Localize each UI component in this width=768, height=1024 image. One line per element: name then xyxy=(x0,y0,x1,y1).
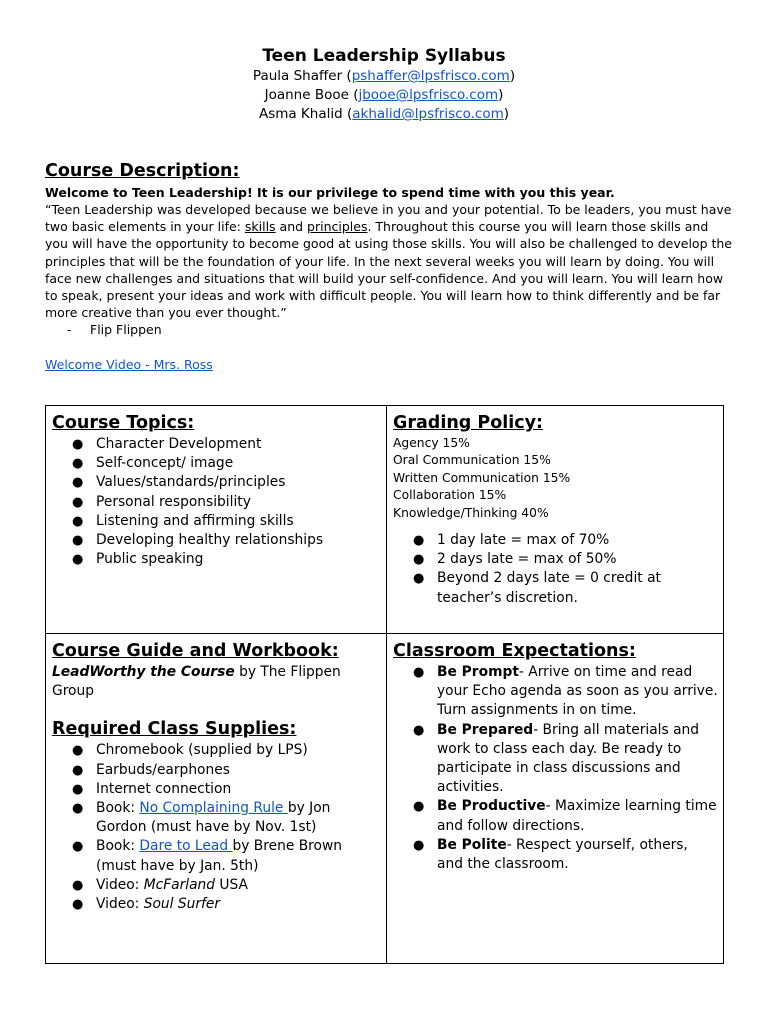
course-topics-list xyxy=(52,435,380,569)
guide-book-title: LeadWorthy the Course xyxy=(52,664,235,680)
list-item: ● Personal responsibility xyxy=(96,493,380,512)
dare-to-lead-link[interactable]: Dare to Lead xyxy=(139,838,233,855)
supplies-list xyxy=(52,741,380,914)
list-item: ● Character Development xyxy=(96,435,380,454)
supply-prefix: Book: xyxy=(96,838,140,855)
quote-text: and xyxy=(275,219,308,235)
supply-prefix: Video: xyxy=(96,896,144,913)
quote-skills: skills xyxy=(244,219,276,235)
grading-weights xyxy=(393,435,718,522)
guide-and-supplies-cell xyxy=(46,633,386,963)
expectation-text: - Arrive on time and read your Echo agenda as soon as you arrive. Turn assignments in on time. xyxy=(437,664,718,719)
course-guide-heading: Course Guide and Workbook: xyxy=(52,641,339,661)
list-item: ● Chromebook (supplied by LPS) xyxy=(96,741,380,760)
list-item xyxy=(96,799,380,837)
supply-detail: by Jon Gordon (must have by Nov. 1st) xyxy=(96,800,331,836)
classroom-expectations-heading: Classroom Expectations: xyxy=(393,641,636,661)
author-email-link[interactable]: pshaffer@lpsfrisco.com xyxy=(351,68,510,84)
attribution-name: Flip Flippen xyxy=(90,322,162,338)
list-item xyxy=(437,836,718,874)
grading-policy-heading: Grading Policy: xyxy=(393,413,544,433)
list-item: ● Listening and affirming skills xyxy=(96,512,380,531)
classroom-expectations-cell xyxy=(386,633,724,963)
list-item xyxy=(437,721,718,798)
course-topics-heading: Course Topics: xyxy=(52,413,195,433)
expectations-list xyxy=(393,663,718,874)
list-item: ● Internet connection xyxy=(96,780,380,799)
grading-weight: Written Communication 15% xyxy=(393,470,571,485)
welcome-text: Welcome to Teen Leadership! It is our privilege to spend time with you this year. xyxy=(45,185,615,200)
expectation-label: Be Prompt xyxy=(437,664,519,680)
list-item: ● 2 days late = max of 50% xyxy=(437,550,718,569)
list-item: ● 1 day late = max of 70% xyxy=(437,531,718,550)
required-supplies-heading: Required Class Supplies: xyxy=(52,719,297,740)
grading-weight: Collaboration 15% xyxy=(393,488,507,503)
quote-text: “Teen Leadership was developed because we believe in you and your potential. To be leaders, you must have two basic elements in your life: xyxy=(45,202,732,235)
welcome-video-link[interactable]: Welcome Video - Mrs. Ross xyxy=(45,357,213,373)
quote-attribution xyxy=(45,321,735,338)
grading-weight: Agency 15% xyxy=(393,436,470,450)
list-item: ● Developing healthy relationships xyxy=(96,531,380,550)
guide-book-publisher: by The Flippen Group xyxy=(52,664,341,700)
expectation-text: - Maximize learning time and follow directions. xyxy=(437,798,717,834)
author-email-link[interactable]: jbooe@lpsfrisco.com xyxy=(358,87,499,103)
syllabus-header xyxy=(0,46,768,124)
supply-detail: USA xyxy=(215,876,248,893)
author-name: Asma Khalid xyxy=(258,106,343,122)
author-name: Joanne Booe xyxy=(264,87,349,103)
list-item: ● Beyond 2 days late = 0 credit at teacher’s discretion. xyxy=(437,569,718,607)
supply-prefix: Video: xyxy=(96,876,144,893)
quote-principles: principles xyxy=(307,219,368,235)
author-line: Paula Shaffer (pshaffer@lpsfrisco.com) xyxy=(252,68,516,84)
late-policy-list xyxy=(393,531,718,608)
course-description-section xyxy=(45,160,735,373)
page-title: Teen Leadership Syllabus xyxy=(262,46,506,66)
list-item xyxy=(437,663,718,721)
list-item xyxy=(437,797,718,835)
list-item: ● Values/standards/principles xyxy=(96,473,380,492)
course-guide-text xyxy=(52,663,380,701)
supply-detail: by Brene Brown (must have by Jan. 5th) xyxy=(96,838,343,874)
list-item: ● Earbuds/earphones xyxy=(96,761,380,780)
supply-prefix: Book: xyxy=(96,800,140,817)
grading-policy-cell xyxy=(386,406,724,633)
list-item: ● Public speaking xyxy=(96,550,380,569)
expectation-text: - Bring all materials and work to class each day. Be ready to participate in class discussions and activities. xyxy=(437,721,700,796)
quote-text: . Throughout this course you will learn those skills and you will have the opportunity to become good at using those skills. You will also be challenged to develop the principles that will be the foundation of your life. In the next several weeks you will learn by doing. You will face new challenges and situations that will build your self-confidence. And you will learn. You will learn how to speak, present your ideas and work with difficult people. You will learn how to think differently and be far more creative than you ever thought.” xyxy=(45,219,732,321)
author-line: Joanne Booe (jbooe@lpsfrisco.com) xyxy=(264,87,504,103)
list-item xyxy=(96,876,380,895)
expectation-label: Be Prepared xyxy=(437,721,534,738)
expectation-text: - Respect yourself, others, and the classroom. xyxy=(437,836,688,873)
author-line: Asma Khalid (akhalid@lpsfrisco.com) xyxy=(258,106,510,122)
video-title: McFarland xyxy=(143,876,216,893)
video-title: Soul Surfer xyxy=(143,896,221,913)
expectation-label: Be Productive xyxy=(437,798,546,815)
list-item xyxy=(96,837,380,875)
expectation-label: Be Polite xyxy=(437,836,507,853)
no-complaining-rule-link[interactable]: No Complaining Rule xyxy=(139,800,288,817)
course-description-heading: Course Description: xyxy=(45,161,240,181)
description-quote xyxy=(45,201,735,321)
list-item: ● Self-concept/ image xyxy=(96,454,380,473)
list-item xyxy=(96,895,380,914)
attribution-dash: - xyxy=(67,322,72,338)
author-name: Paula Shaffer xyxy=(252,68,343,84)
course-topics-cell xyxy=(46,406,386,633)
syllabus-table xyxy=(45,405,724,964)
grading-weight: Oral Communication 15% xyxy=(393,453,551,468)
grading-weight: Knowledge/Thinking 40% xyxy=(393,505,549,520)
author-email-link[interactable]: akhalid@lpsfrisco.com xyxy=(352,106,504,122)
